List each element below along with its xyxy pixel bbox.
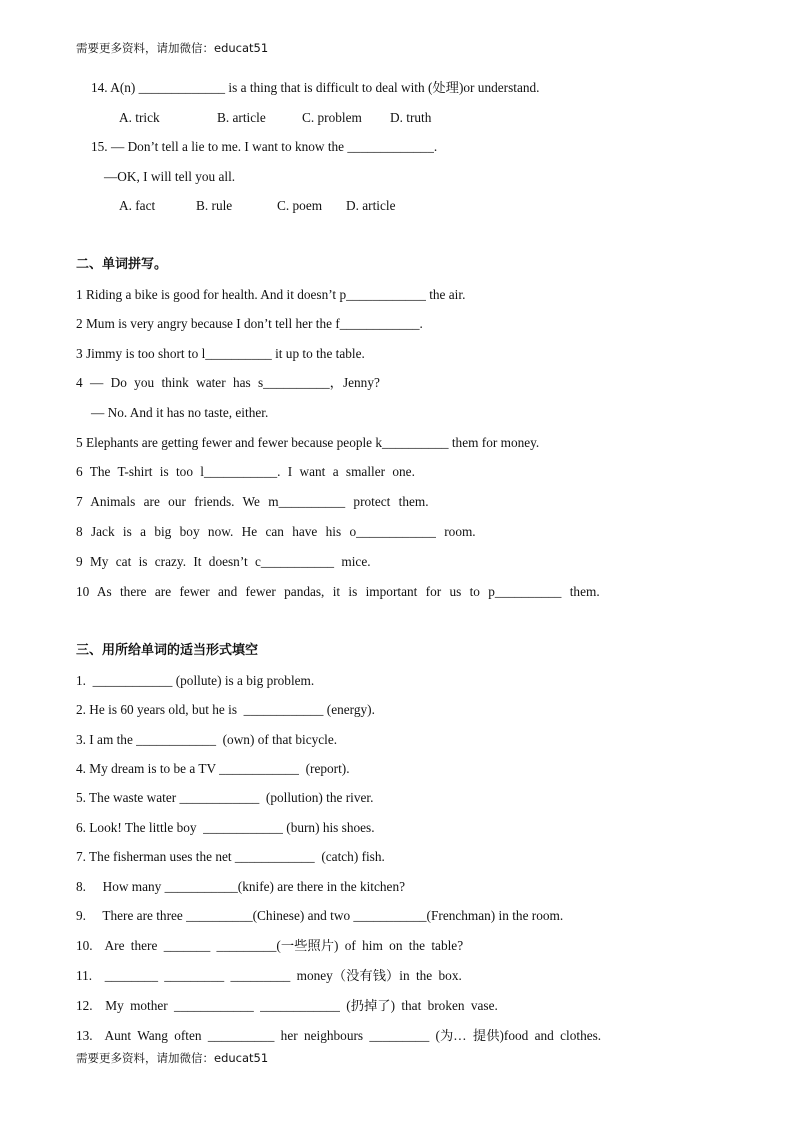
- page-header: 需要更多资料，请加微信：educat51: [76, 41, 269, 55]
- q14-option-c: C. problem: [302, 110, 362, 125]
- word-form-item: 3. I am the ____________ (own) of that bicycle.: [76, 732, 338, 747]
- section-title-spelling: 二、单词拼写。: [76, 257, 168, 272]
- word-form-item: 5. The waste water ____________ (pollution) the river.: [76, 790, 374, 805]
- q15-option-b: B. rule: [196, 198, 233, 213]
- word-form-item: 12. My mother ____________ ____________ (扔掉了) that broken vase.: [76, 998, 498, 1013]
- q14-option-a: A. trick: [119, 110, 160, 125]
- word-form-item: 7. The fisherman uses the net ____________ (catch) fish.: [76, 849, 385, 864]
- section-title-word-forms: 三、用所给单词的适当形式填空: [76, 643, 259, 658]
- question-15-stem: 15. — Don’t tell a lie to me. I want to know the _____________.: [91, 139, 438, 154]
- word-form-item: 11. ________ _________ _________ money（没有钱）in the box.: [76, 968, 462, 983]
- question-14-stem: 14. A(n) _____________ is a thing that is difficult to deal with (处理)or understand.: [91, 80, 540, 95]
- spelling-item: 9 My cat is crazy. It doesn’t c___________ mice.: [76, 554, 371, 569]
- spelling-item: 10 As there are fewer and fewer pandas, it is important for us to p__________ them.: [76, 584, 600, 599]
- spelling-item: 5 Elephants are getting fewer and fewer because people k__________ them for money.: [76, 435, 540, 450]
- q15-option-a: A. fact: [119, 198, 156, 213]
- question-15-reply: —OK, I will tell you all.: [104, 169, 236, 184]
- word-form-item: 13. Aunt Wang often __________ her neighbours _________ (为… 提供)food and clothes.: [76, 1028, 602, 1043]
- word-form-item: 6. Look! The little boy ____________ (burn) his shoes.: [76, 820, 375, 835]
- spelling-item: 6 The T-shirt is too l___________. I want a smaller one.: [76, 464, 415, 479]
- q15-option-d: D. article: [346, 198, 396, 213]
- q14-option-d: D. truth: [390, 110, 432, 125]
- page-footer: 需要更多资料，请加微信：educat51: [76, 1051, 269, 1065]
- spelling-item: 7 Animals are our friends. We m__________ protect them.: [76, 494, 429, 509]
- q14-option-b: B. article: [217, 110, 266, 125]
- spelling-item: 3 Jimmy is too short to l__________ it up to the table.: [76, 346, 365, 361]
- spelling-item-reply: — No. And it has no taste, either.: [91, 405, 269, 420]
- spelling-item: 4 — Do you think water has s__________，Jenny?: [76, 375, 380, 390]
- word-form-item: 4. My dream is to be a TV ____________ (report).: [76, 761, 350, 776]
- word-form-item: 8. How many ___________(knife) are there in the kitchen?: [76, 879, 406, 894]
- word-form-item: 1. ____________ (pollute) is a big problem.: [76, 673, 315, 688]
- word-form-item: 9. There are three __________(Chinese) and two ___________(Frenchman) in the room.: [76, 908, 564, 923]
- spelling-item: 1 Riding a bike is good for health. And it doesn’t p____________ the air.: [76, 287, 466, 302]
- q15-option-c: C. poem: [277, 198, 323, 213]
- spelling-item: 2 Mum is very angry because I don’t tell her the f____________.: [76, 316, 423, 331]
- word-form-item: 10. Are there _______ _________(一些照片) of him on the table?: [76, 938, 464, 953]
- spelling-item: 8 Jack is a big boy now. He can have his o____________ room.: [76, 524, 476, 539]
- word-form-item: 2. He is 60 years old, but he is ____________ (energy).: [76, 702, 375, 717]
